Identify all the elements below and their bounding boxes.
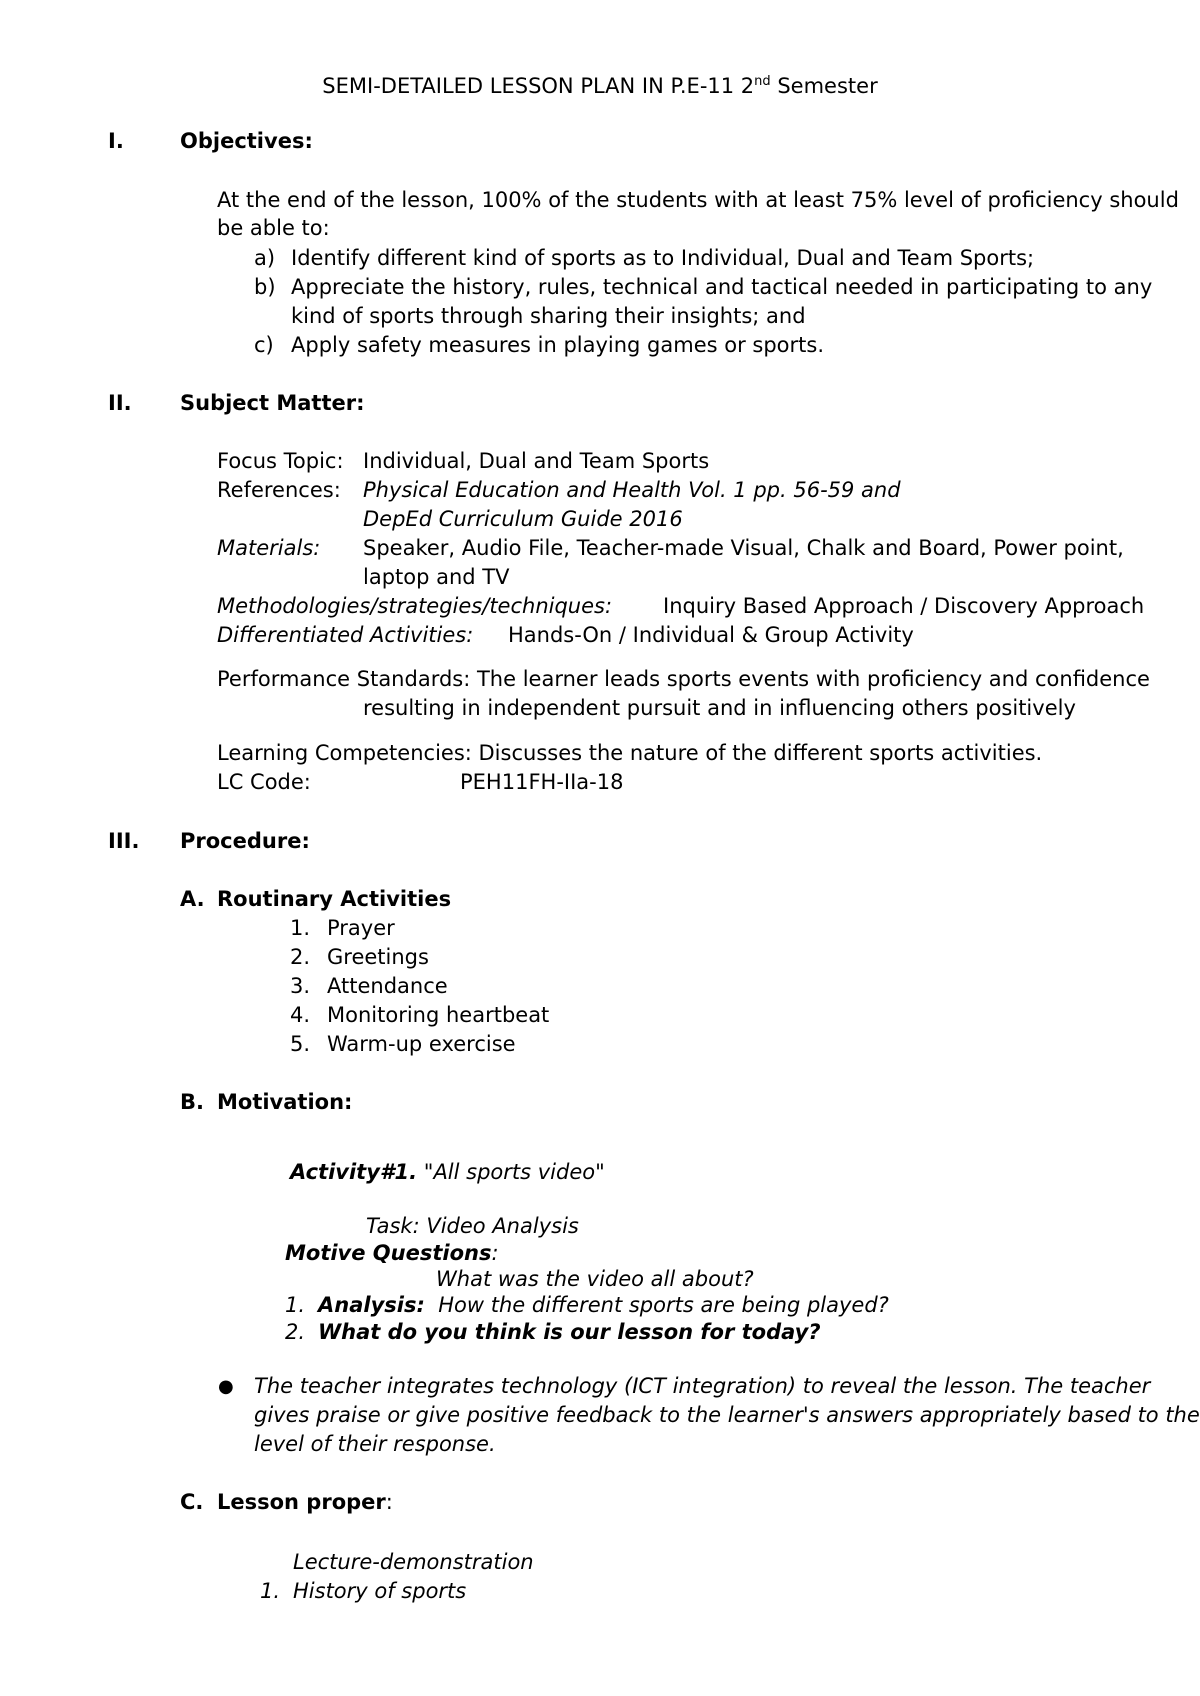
focus-topic-value: Individual, Dual and Team Sports bbox=[363, 449, 710, 473]
subsection-c-colon: : bbox=[385, 1490, 393, 1514]
motive-question-intro: What was the video all about? bbox=[436, 1267, 754, 1291]
lesson-item-1-text: History of sports bbox=[293, 1579, 467, 1603]
motive-question-2-text: What do you think is our lesson for today? bbox=[318, 1320, 821, 1344]
motive-question-1-number: 1. bbox=[285, 1293, 306, 1317]
teacher-note-line2: gives praise or give positive feedback to the learner's answers appropriately based to the bbox=[254, 1403, 1200, 1427]
subsection-a-label: A. bbox=[180, 887, 205, 911]
references-label: References: bbox=[217, 478, 341, 502]
differentiated-activities-value: Hands-On / Individual & Group Activity bbox=[508, 623, 914, 647]
objective-a-label: a) bbox=[254, 246, 276, 270]
subsection-b-heading: Motivation: bbox=[217, 1090, 353, 1114]
performance-standards-line1: Performance Standards: The learner leads sports events with proficiency and confidence bbox=[217, 667, 1150, 691]
routine-4-number: 4. bbox=[290, 1003, 311, 1027]
references-value-line2: DepEd Curriculum Guide 2016 bbox=[363, 507, 683, 531]
teacher-note-line3: level of their response. bbox=[254, 1432, 496, 1456]
routine-4-text: Monitoring heartbeat bbox=[327, 1003, 550, 1027]
motive-questions-label: Motive Questions bbox=[285, 1241, 492, 1265]
objective-c-text: Apply safety measures in playing games or sports. bbox=[291, 333, 825, 357]
title-superscript: nd bbox=[754, 74, 771, 89]
activity-number: Activity#1. bbox=[290, 1160, 418, 1184]
routine-3-number: 3. bbox=[290, 974, 311, 998]
motive-questions-colon: : bbox=[491, 1241, 499, 1265]
materials-label: Materials: bbox=[217, 536, 321, 560]
differentiated-activities-label: Differentiated Activities: bbox=[217, 623, 474, 647]
title-tail: Semester bbox=[770, 74, 878, 98]
routine-2-text: Greetings bbox=[327, 945, 429, 969]
task-line: Task: Video Analysis bbox=[366, 1214, 579, 1238]
motive-question-1 bbox=[318, 1295, 889, 1316]
materials-value-line2: laptop and TV bbox=[363, 565, 510, 589]
subsection-c-heading-line bbox=[217, 1492, 393, 1513]
routine-1-number: 1. bbox=[290, 916, 311, 940]
routine-2-number: 2. bbox=[290, 945, 311, 969]
routine-1-text: Prayer bbox=[327, 916, 395, 940]
section-numeral-objectives: I. bbox=[108, 129, 124, 153]
lesson-item-1-number: 1. bbox=[260, 1579, 281, 1603]
routine-5-number: 5. bbox=[290, 1032, 311, 1056]
objectives-intro-line2: be able to: bbox=[217, 216, 330, 240]
routine-5-text: Warm-up exercise bbox=[327, 1032, 516, 1056]
methodologies-value: Inquiry Based Approach / Discovery Approach bbox=[663, 594, 1145, 618]
subsection-c-heading: Lesson proper bbox=[217, 1490, 386, 1514]
focus-topic-label: Focus Topic: bbox=[217, 449, 344, 473]
activity-name: "All sports video" bbox=[417, 1160, 605, 1184]
section-heading-subject: Subject Matter: bbox=[180, 391, 365, 415]
lecture-demonstration: Lecture-demonstration bbox=[293, 1550, 534, 1574]
objective-c-label: c) bbox=[254, 333, 274, 357]
methodologies-label: Methodologies/strategies/techniques: bbox=[217, 594, 613, 618]
motive-question-1-label: Analysis: bbox=[318, 1293, 425, 1317]
lc-code-value: PEH11FH-IIa-18 bbox=[460, 770, 624, 794]
objectives-intro-line1: At the end of the lesson, 100% of the students with at least 75% level of proficiency should bbox=[217, 188, 1179, 212]
section-heading-procedure: Procedure: bbox=[180, 829, 310, 853]
document-title bbox=[0, 76, 1200, 97]
subsection-c-label: C. bbox=[180, 1490, 204, 1514]
objective-b-text-line2: kind of sports through sharing their insights; and bbox=[291, 304, 806, 328]
references-value-line1: Physical Education and Health Vol. 1 pp. 56-59 and bbox=[363, 478, 901, 502]
materials-value-line1: Speaker, Audio File, Teacher-made Visual, Chalk and Board, Power point, bbox=[363, 536, 1124, 560]
performance-standards-line2: resulting in independent pursuit and in influencing others positively bbox=[363, 696, 1076, 720]
lc-code-label: LC Code: bbox=[217, 770, 311, 794]
objective-b-text-line1: Appreciate the history, rules, technical and tactical needed in participating to any bbox=[291, 275, 1153, 299]
section-numeral-procedure: III. bbox=[108, 829, 140, 853]
section-numeral-subject: II. bbox=[108, 391, 132, 415]
motive-questions-heading bbox=[285, 1243, 499, 1264]
bullet-icon: ● bbox=[218, 1376, 234, 1397]
motive-question-2-number: 2. bbox=[285, 1320, 306, 1344]
teacher-note-line1: The teacher integrates technology (ICT integration) to reveal the lesson. The teacher bbox=[254, 1374, 1151, 1398]
activity-title bbox=[290, 1162, 605, 1183]
learning-competencies: Learning Competencies: Discusses the nature of the different sports activities. bbox=[217, 741, 1043, 765]
section-heading-objectives: Objectives: bbox=[180, 129, 313, 153]
subsection-a-heading: Routinary Activities bbox=[217, 887, 452, 911]
subsection-b-label: B. bbox=[180, 1090, 204, 1114]
motive-question-1-text: How the different sports are being played? bbox=[438, 1293, 889, 1317]
objective-a-text: Identify different kind of sports as to Individual, Dual and Team Sports; bbox=[291, 246, 1035, 270]
objective-b-label: b) bbox=[254, 275, 276, 299]
routine-3-text: Attendance bbox=[327, 974, 448, 998]
title-main: SEMI-DETAILED LESSON PLAN IN P.E-11 2 bbox=[322, 74, 755, 98]
